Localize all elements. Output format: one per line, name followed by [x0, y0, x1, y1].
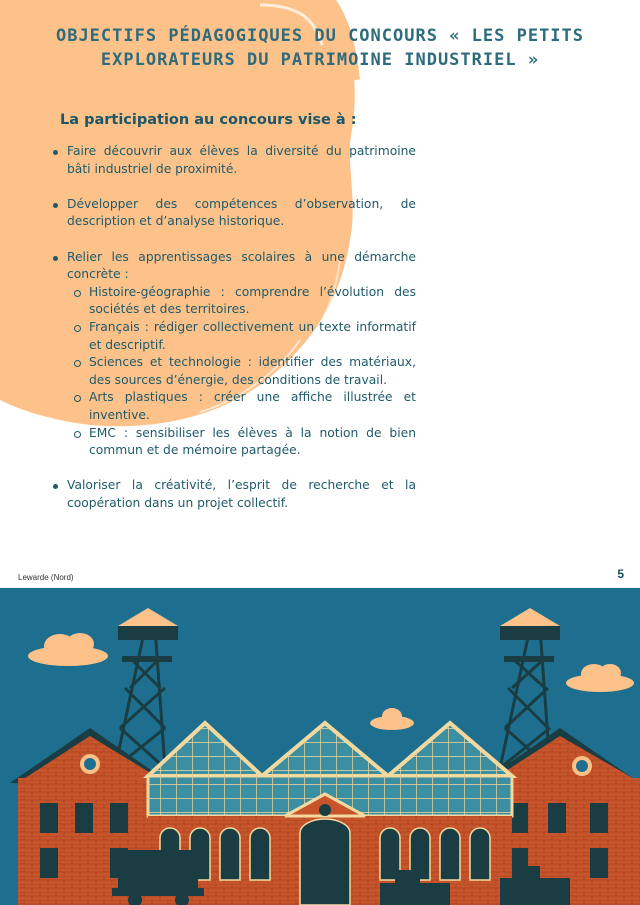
sub-list-item: Français : rédiger collectivement un texte informatif et descriptif.: [67, 319, 416, 354]
industrial-mine-illustration: [0, 588, 640, 905]
list-item-text: Relier les apprentissages scolaires à une démarche concrète :: [67, 249, 416, 282]
footer-location: Lewarde (Nord): [18, 573, 74, 582]
page-number: 5: [617, 567, 624, 581]
list-item-text: Faire découvrir aux élèves la diversité du patrimoine bâti industriel de proximité.: [67, 144, 416, 176]
list-item: [50, 196, 416, 231]
objectives-content: [50, 143, 416, 530]
list-item: [50, 249, 416, 460]
sub-list-item: Sciences et technologie : identifier des matériaux, des sources d’énergie, des conditions de travail.: [67, 354, 416, 389]
sub-list-item: Arts plastiques : créer une affiche illustrée et inventive.: [67, 389, 416, 424]
sub-list: [67, 284, 416, 460]
sub-list-item: Histoire-géographie : comprendre l’évolution des sociétés et des territoires.: [67, 284, 416, 319]
list-item: [50, 477, 416, 512]
section-subtitle: La participation au concours vise à :: [60, 112, 357, 128]
list-item-text: Développer des compétences d’observation, de description et d’analyse historique.: [67, 196, 416, 229]
objectives-list: [50, 143, 416, 512]
sub-list-item: EMC : sensibiliser les élèves à la notion de bien commun et de mémoire partagée.: [67, 425, 416, 460]
page-title: OBJECTIFS PÉDAGOGIQUES DU CONCOURS « LES PETITS EXPLORATEURS DU PATRIMOINE INDUSTRIEL »: [55, 26, 585, 70]
list-item: [50, 143, 416, 178]
list-item-text: Valoriser la créativité, l’esprit de recherche et la coopération dans un projet collectif.: [67, 478, 416, 510]
